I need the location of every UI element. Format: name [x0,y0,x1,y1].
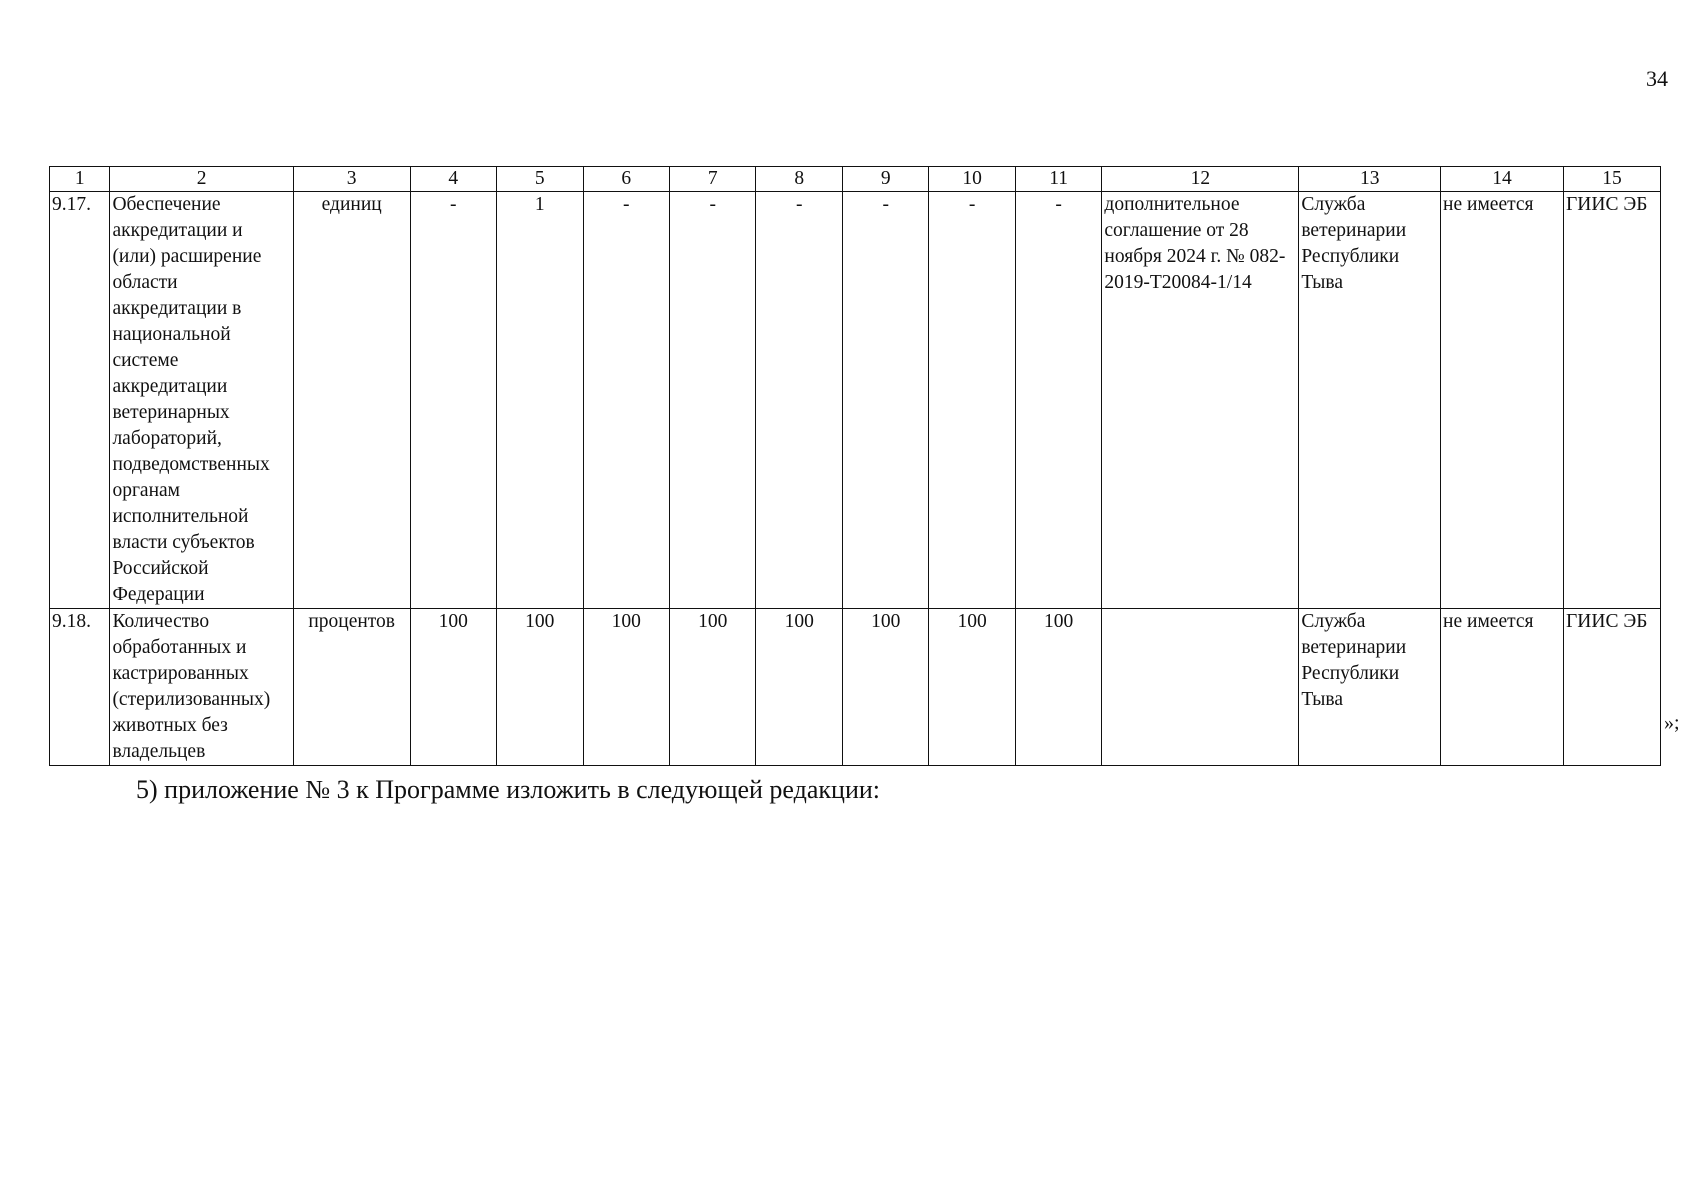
column-number-8: 8 [756,167,842,192]
value-cell: - [583,192,669,609]
value-cell: 100 [669,609,755,766]
column-number-4: 4 [410,167,496,192]
value-cell: - [756,192,842,609]
column-14-value: не имеется [1441,192,1564,609]
column-number-7: 7 [669,167,755,192]
column-number-1: 1 [50,167,110,192]
table-header-row [50,167,1661,192]
value-cell: 100 [756,609,842,766]
value-cell: - [842,192,928,609]
value-cell: 1 [497,192,583,609]
column-number-6: 6 [583,167,669,192]
value-cell: 100 [842,609,928,766]
value-cell: - [1015,192,1101,609]
indicator-name: Количество обработанных и кастрированных (стерилизованных) животных без владельцев [110,609,293,766]
table-row [50,609,1661,766]
responsible-body: Служба ветеринарии Республики Тыва [1299,192,1441,609]
indicator-name: Обеспечение аккредитации и (или) расширение области аккредитации в национальной системе аккредитации ветеринарных лабораторий, подведомственных органам исполнительной власти субъектов Российской Федерации [110,192,293,609]
value-cell: - [410,192,496,609]
indicators-table [49,166,1661,766]
information-system: ГИИС ЭБ [1564,192,1661,609]
column-number-12: 12 [1102,167,1299,192]
amendment-instruction: 5) приложение № 3 к Программе изложить в следующей редакции: [136,775,880,804]
value-cell: 100 [1015,609,1101,766]
basis-document: дополнительное соглашение от 28 ноября 2024 г. № 082-2019-Т20084-1/14 [1102,192,1299,609]
value-cell: 100 [929,609,1015,766]
column-number-15: 15 [1564,167,1661,192]
page-number: 34 [1646,66,1668,91]
column-number-10: 10 [929,167,1015,192]
column-number-3: 3 [293,167,410,192]
column-14-value: не имеется [1441,609,1564,766]
column-number-14: 14 [1441,167,1564,192]
column-number-5: 5 [497,167,583,192]
responsible-body: Служба ветеринарии Республики Тыва [1299,609,1441,766]
value-cell: 100 [583,609,669,766]
column-number-2: 2 [110,167,293,192]
unit-of-measure: процентов [293,609,410,766]
row-number: 9.18. [50,609,110,766]
value-cell: - [929,192,1015,609]
value-cell: 100 [497,609,583,766]
row-number: 9.17. [50,192,110,609]
value-cell: 100 [410,609,496,766]
value-cell: - [669,192,755,609]
closing-quote-mark: »; [1664,712,1680,734]
basis-document [1102,609,1299,766]
column-number-11: 11 [1015,167,1101,192]
information-system: ГИИС ЭБ [1564,609,1661,766]
column-number-13: 13 [1299,167,1441,192]
unit-of-measure: единиц [293,192,410,609]
column-number-9: 9 [842,167,928,192]
table-row [50,192,1661,609]
